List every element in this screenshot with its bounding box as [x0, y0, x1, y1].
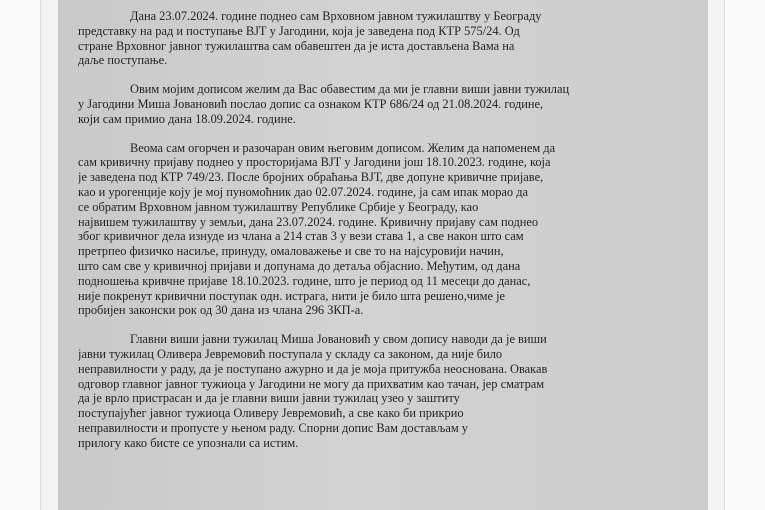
text-line: одговор главног јавног тужиоца у Јагодини не могу да прихватим као тачан, јер сматрам [78, 376, 545, 391]
text-line: стране Врховног јавног тужилаштва сам обавештен да је иста достављена Вама на [78, 38, 515, 53]
text-line: је заведена под КТР 749/23. После бројних обраћања ВЈТ, две допуне кривичне пријаве, [78, 170, 544, 185]
paragraph-1 [78, 9, 688, 68]
text-line: који сам примио дана 18.09.2024. године. [78, 111, 296, 126]
text-line: прилогу како бисте се упознали са истим. [78, 435, 299, 450]
text-line: се обратим Врховном јавном тужилаштву Републике Србије у Београду, као [78, 199, 479, 214]
text-line: подношења кривчне пријаве 18.10.2023. године, што је период од 11 месеци до данас, [78, 273, 531, 288]
left-page-margin [0, 0, 41, 510]
document-page [58, 0, 708, 510]
text-line: није покренут кривични поступак одн. истрага, нити је било шта решено,чиме је [78, 288, 506, 303]
document-body [78, 9, 688, 465]
text-line: што сам све у кривичној пријави и допунама до детаља објаснио. Међутим, од дана [78, 258, 521, 273]
paragraph-3 [78, 141, 688, 319]
text-line: да је врло пристрасан и да је главни виши јавни тужилац узео у заштиту [78, 391, 460, 406]
text-line: поступајућег јавног тужиоца Оливеру Јевремовић, а све како би прикрио [78, 406, 464, 421]
text-line: Овим мојим дописом желим да Вас обавестим да ми је главни виши јавни тужилац [130, 82, 570, 97]
text-line: у Јагодини Миша Јовановић послао допис са ознаком КТР 686/24 од 21.08.2024. године, [78, 96, 544, 111]
text-line: Дана 23.07.2024. године поднео сам Врховном јавном тужилаштву у Београду [130, 9, 542, 23]
text-line: претрпео физичко насиље, принуду, омаловажење и све то на најсуровији начин, [78, 244, 504, 259]
text-line: Главни виши јавни тужилац Миша Јовановић у свом допису наводи да је виши [130, 332, 547, 347]
right-page-margin [724, 0, 765, 510]
text-line: Веома сам огорчен и разочаран овим његовим дописом. Желим да напоменем да [130, 140, 556, 155]
text-line: неправилности у раду, да је поступано ажурно и да је моја притужба неоснована. Овакав [78, 361, 548, 376]
text-line: због кривичног дела изнуде из члана а 214 став 3 у вези става 1, а све након што сам [78, 229, 524, 244]
text-line: сам кривичну пријаву поднео у просторијама ВЈТ у Јагодини још 18.10.2023. године, која [78, 155, 551, 170]
paragraph-4 [78, 332, 688, 450]
text-line: као и урогенције коју је мој пуномоћник дао 02.07.2024. године, ја сам ипак морао да [78, 184, 529, 199]
text-line: највишем тужилаштву у земљи, дана 23.07.2024. године. Кривичну пријаву сам поднео [78, 214, 539, 229]
text-line: представку на рад и поступање ВЈТ у Јагодини, која је заведена под КТР 575/24. Од [78, 23, 520, 38]
paragraph-2 [78, 82, 688, 126]
text-line: даље поступање. [78, 53, 168, 68]
text-line: пробијен законски рок од 30 дана из члана 296 ЗКП-а. [78, 303, 364, 318]
text-line: јавни тужилац Оливера Јевремовић поступала у складу са законом, да није било [78, 346, 503, 361]
text-line: неправилности и пропусте у њеном раду. Спорни допис Вам достављам у [78, 420, 468, 435]
